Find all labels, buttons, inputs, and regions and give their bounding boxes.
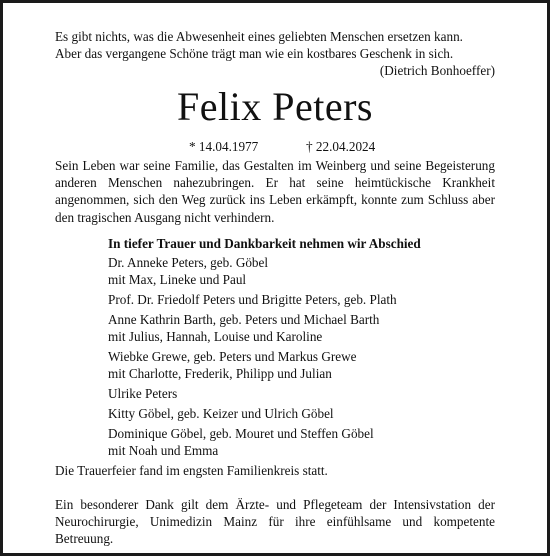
- deceased-name: Felix Peters: [177, 84, 373, 129]
- family-group: [108, 385, 507, 402]
- family-line: mit Julius, Hannah, Louise und Karoline: [108, 329, 323, 344]
- death-date: † 22.04.2024: [306, 139, 376, 154]
- family-line: Ulrike Peters: [108, 386, 178, 401]
- bonhoeffer-quote: [55, 28, 495, 79]
- birth-date: * 14.04.1977: [189, 139, 259, 154]
- family-group: [108, 405, 507, 422]
- family-line: Prof. Dr. Friedolf Peters und Brigitte Peters, geb. Plath: [108, 292, 397, 307]
- family-line: mit Max, Lineke und Paul: [108, 272, 247, 287]
- family-group: [108, 425, 507, 459]
- quote-source: (Dietrich Bonhoeffer): [379, 63, 495, 78]
- thanks-text: Ein besonderer Dank gilt dem Ärzte- und Pflegeteam der Intensivstation der Neurochirurgie, Unimedizin Mainz für ihre einfühlsame und kompetente Betreuung.: [55, 497, 495, 547]
- funeral-note: Die Trauerfeier fand im engsten Familienkreis statt.: [55, 463, 328, 478]
- family-group: [108, 291, 507, 308]
- quote-line-2: Aber das vergangene Schöne trägt man wie ein kostbares Geschenk in sich.: [55, 46, 454, 61]
- family-line: Wiebke Grewe, geb. Peters und Markus Grewe: [108, 349, 357, 364]
- mourners-heading: In tiefer Trauer und Dankbarkeit nehmen wir Abschied: [108, 236, 421, 251]
- family-line: Anne Kathrin Barth, geb. Peters und Michael Barth: [108, 312, 380, 327]
- family-line: Dominique Göbel, geb. Mouret und Steffen Göbel: [108, 426, 374, 441]
- family-group: [108, 348, 507, 382]
- family-line: mit Charlotte, Frederik, Philipp und Julian: [108, 366, 332, 381]
- biography-text: Sein Leben war seine Familie, das Gestalten im Weinberg und seine Begeisterung anderen Menschen nahezubringen. Er hat seine heimtückische Krankheit angenommen, sich den Weg zurück ins Leben erkämpft, konnte zum Schluss aber den tragischen Ausgang nicht verhindern.: [55, 158, 495, 225]
- family-group: [108, 311, 507, 345]
- family-line: Kitty Göbel, geb. Keizer und Ulrich Göbel: [108, 406, 334, 421]
- family-line: mit Noah und Emma: [108, 443, 219, 458]
- quote-line-1: Es gibt nichts, was die Abwesenheit eines geliebten Menschen ersetzen kann.: [55, 29, 463, 44]
- mourners-list: [108, 235, 507, 462]
- family-line: Dr. Anneke Peters, geb. Göbel: [108, 255, 269, 270]
- family-group: [108, 254, 507, 288]
